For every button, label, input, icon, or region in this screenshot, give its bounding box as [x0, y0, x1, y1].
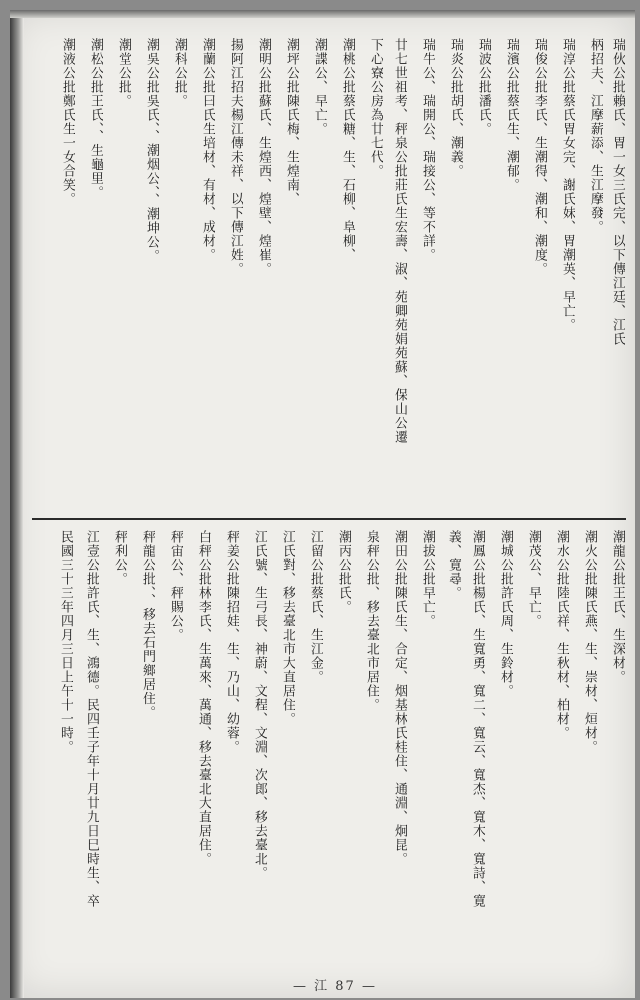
text-column: 潮城公批許氏周、生鈴材。	[498, 530, 513, 698]
text-column: 民國三十三年四月三日上午十一時。	[58, 530, 73, 754]
upper-section	[28, 38, 633, 508]
text-column: 潮鳳公批楊氏、生寬勇、寬二、寬云、寬杰、寬木、寬詩、寛	[470, 530, 485, 908]
text-column: 瑞波公批潘氏。	[476, 38, 491, 136]
text-column: 潮丙公批氏。	[336, 530, 351, 614]
text-column: 潮拔公批早亡。	[420, 530, 435, 628]
text-column: 廿七世祖考、秤泉公批莊氏生宏壽、淑、苑卿苑娟苑蘇、保山公遷	[392, 38, 407, 444]
text-column: 潮明公批蘇氏、生煌西、煌壁、煌崔。	[256, 38, 271, 276]
text-column: 瑞濱公批蔡氏生、潮郁。	[504, 38, 519, 192]
text-column: 潮坪公批陳氏梅、生煌南、	[284, 38, 299, 206]
text-column: 潮諜公、早亡。	[312, 38, 327, 136]
page-number: — 江 87 —	[293, 979, 377, 994]
lower-section	[28, 530, 633, 960]
text-column: 秤姜公批陳招娃、生、乃山、幼蓉。	[224, 530, 239, 754]
text-column: 潮堂公批。	[116, 38, 131, 108]
text-column: 白秤公批林李氏、生萬來、萬通、移去臺北大直居住。	[196, 530, 211, 866]
text-column: 潮水公批陸氏祥、生秋材、柏材。	[554, 530, 569, 740]
text-column: 秤龍公批、、移去石門鄉居住。	[140, 530, 155, 720]
text-column: 潮液公批鄭氏生一女合笑。	[60, 38, 75, 206]
text-column: 瑞伙公批賴氏、胃一女三氏完、以下傳江廷、江氏	[610, 38, 625, 346]
document-page	[10, 10, 635, 998]
text-column: 潮吳公批吳氏、、潮烟公、、潮坤公。	[144, 38, 159, 263]
text-column: 潮茂公、早亡。	[526, 530, 541, 628]
text-column: 秤利公。	[112, 530, 127, 586]
section-divider	[32, 518, 626, 520]
text-column: 瑞牛公、瑞開公、瑞接公、等不詳。	[420, 38, 435, 262]
text-column: 秤宙公、秤賜公。	[168, 530, 183, 642]
text-column: 江留公批蔡氏、生江金。	[308, 530, 323, 684]
text-column: 瑞炎公批胡氏、潮義。	[448, 38, 463, 178]
text-column: 瑞淳公批蔡氏胃女完、謝氏妹、胃潮英、早亡。	[560, 38, 575, 332]
text-column: 潮蘭公批曰氏生培材、有材、成材。	[200, 38, 215, 262]
text-column: 江氏對、移去臺北市大直居住。	[280, 530, 295, 726]
text-column: 泉秤公批、移去臺北市居住。	[364, 530, 379, 712]
page-top-edge	[10, 10, 635, 18]
text-column: 義、寛尋。	[446, 530, 461, 600]
text-column: 潮火公批陳氏燕、生、崇材、烜材。	[582, 530, 597, 754]
text-column: 揚阿江招夫楊江傳未祥、以下傳江姓。	[228, 38, 243, 276]
text-column: 潮桃公批蔡氏糖、生、石柳、阜柳、	[340, 38, 355, 262]
text-column: 江氏號、生弓長、神蔚、文程、文淵、次郎、移去臺北。	[252, 530, 267, 880]
text-column: 潮科公批。	[172, 38, 187, 108]
text-column: 潮龍公批王氏、生深材。	[610, 530, 625, 684]
text-column: 柄招夫、江摩薪添、生江摩發。	[588, 38, 603, 234]
text-column: 江壹公批許氏、生、鴻德。民四壬子年十月廿九日巳時生、卒	[84, 530, 99, 908]
book-binding	[10, 10, 24, 998]
text-column: 瑞俊公批李氏、生潮得、潮和、潮度。	[532, 38, 547, 276]
text-column: 潮松公批王氏、、生龜里。	[88, 38, 103, 200]
text-column: 潮田公批陳氏生、合定、烟基林氏桂住、通淵、炯昆。	[392, 530, 407, 866]
text-column: 下心寮公房為廿七代。	[368, 38, 383, 178]
